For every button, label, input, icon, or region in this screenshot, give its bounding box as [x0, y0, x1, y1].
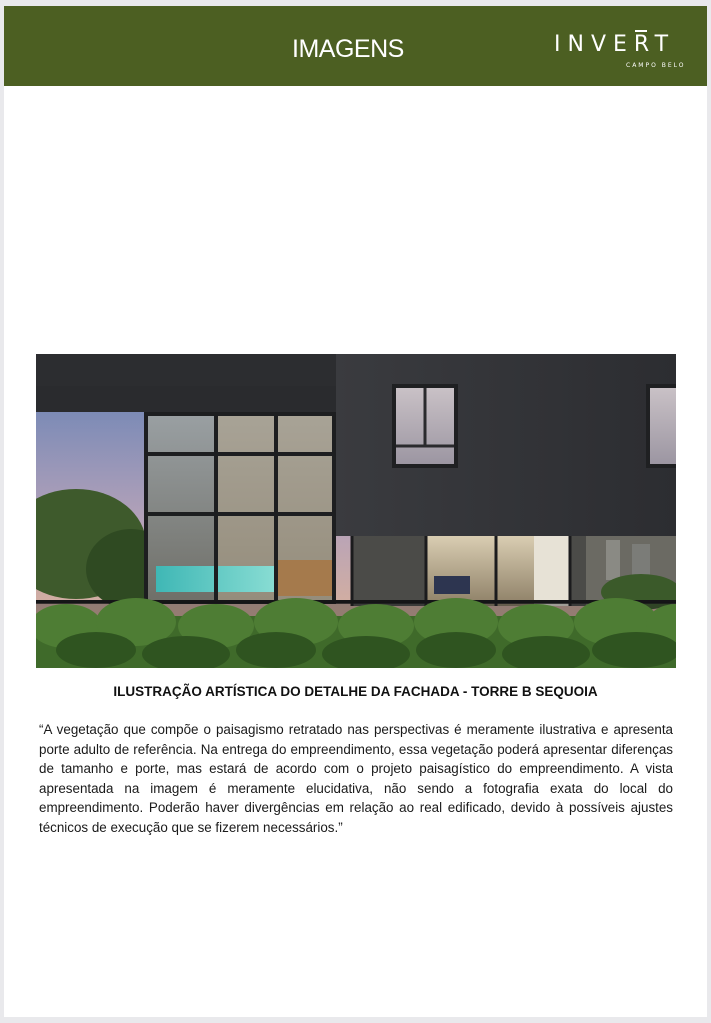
- page-title: IMAGENS: [292, 35, 404, 63]
- logo-wordmark: INVERT: [554, 32, 676, 57]
- facade-illustration-image: [36, 354, 676, 668]
- image-caption: ILUSTRAÇÃO ARTÍSTICA DO DETALHE DA FACHADA - TORRE B SEQUOIA: [113, 684, 598, 699]
- invert-logo: [554, 32, 694, 72]
- logo-subtext: CAMPO BELO: [626, 62, 686, 69]
- document-page: [4, 6, 707, 1017]
- page-header: [4, 6, 707, 86]
- disclaimer-paragraph: “A vegetação que compõe o paisagismo retratado nas perspectivas é meramente ilustrativa e apresenta porte adulto de referência. Na entrega do empreendimento, essa vegetação poderá apresentar diferenças de tamanho e porte, mas estará de acordo com o projeto paisagístico do empreendimento. A vista apresentada na imagem é meramente elucidativa, não sendo a fotografia exata do local do empreendimento. Poderão haver divergências em relação ao real edificado, devido à possíveis ajustes técnicos de execução que se fizerem necessários.”: [39, 722, 673, 835]
